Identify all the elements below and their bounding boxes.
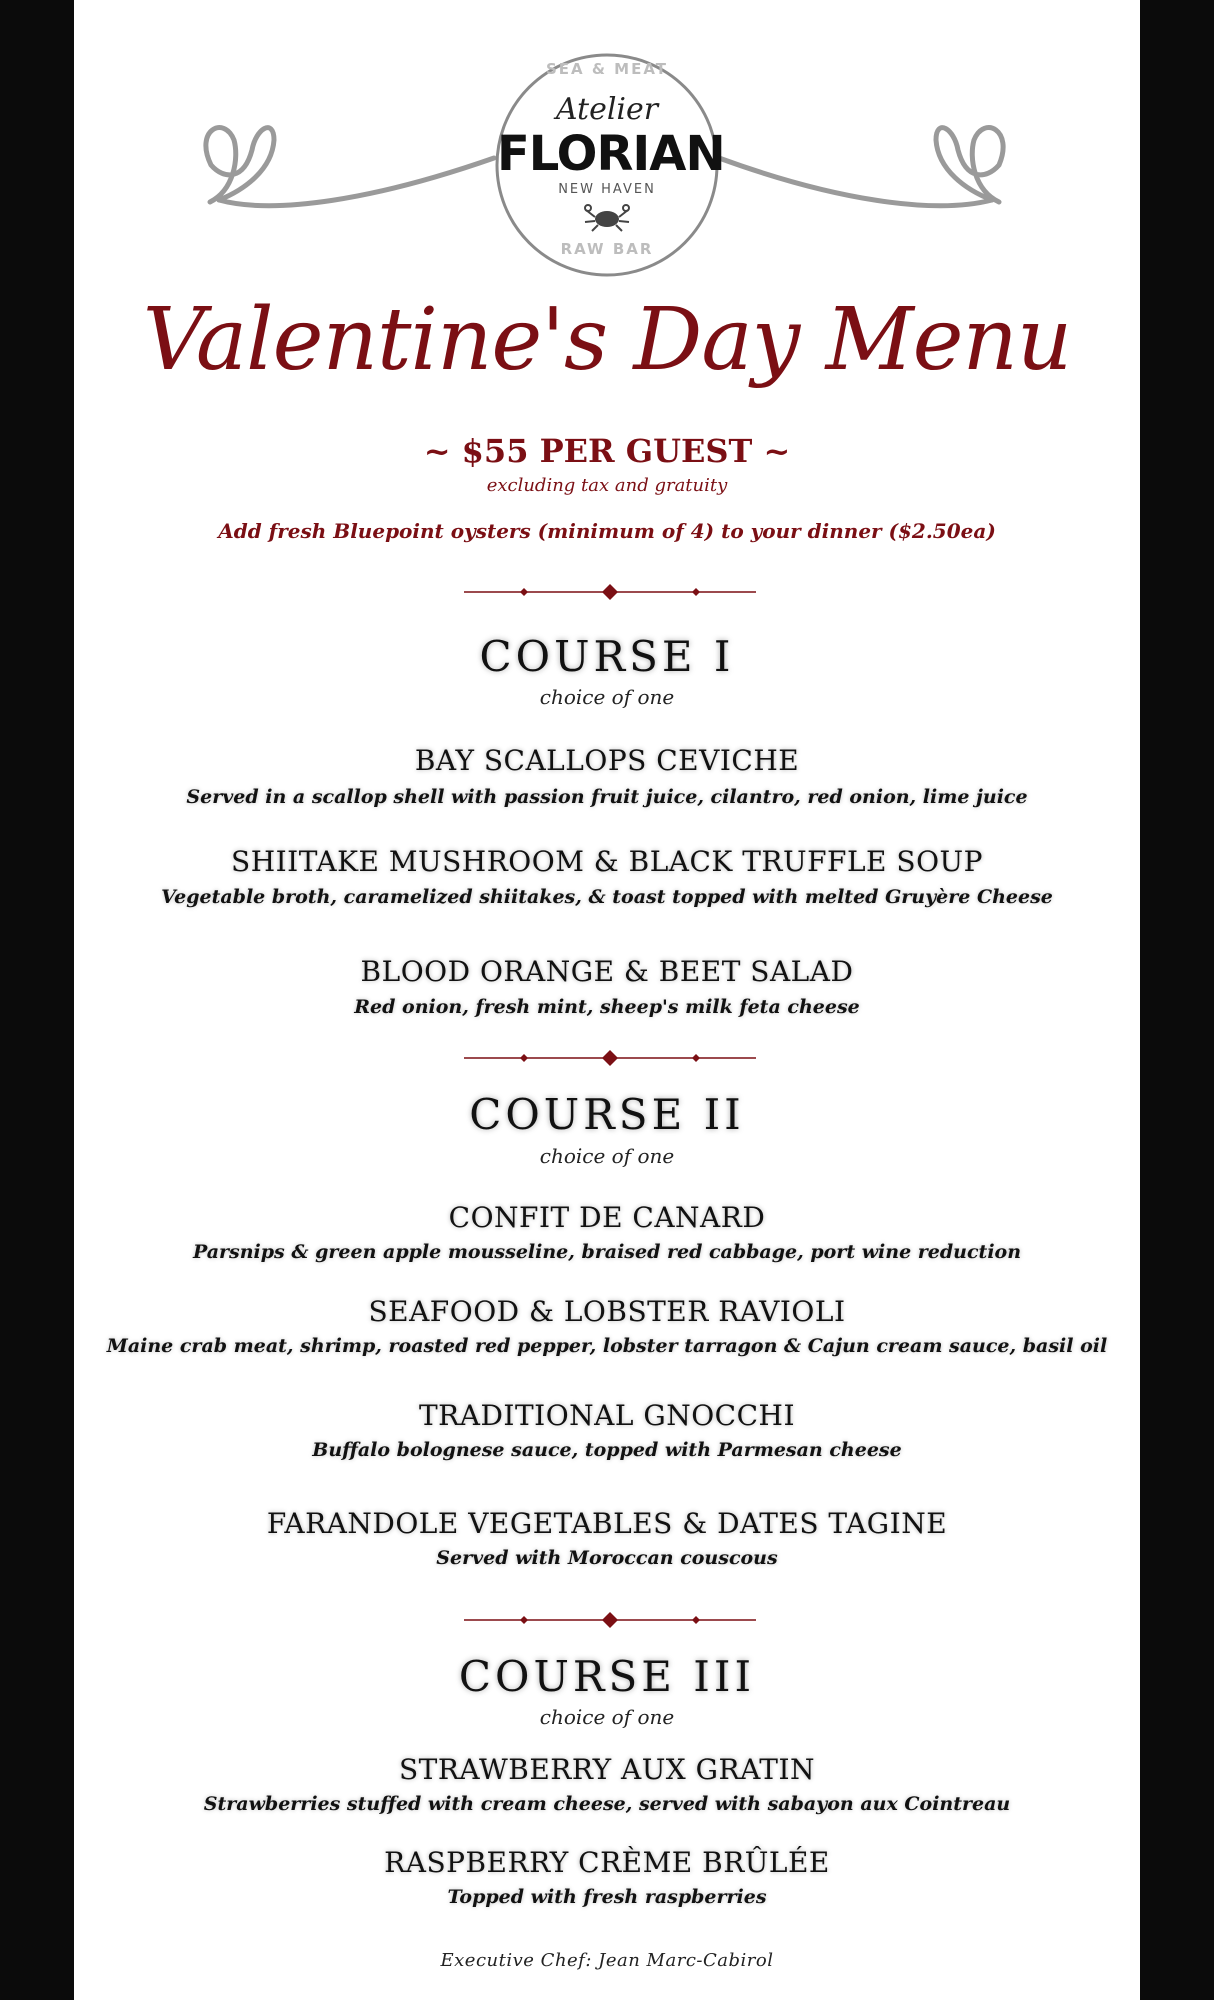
logo-script-text: Atelier [555, 92, 659, 127]
dish-description: Buffalo bolognese sauce, topped with Parmesan cheese [312, 1439, 902, 1461]
dish-name: FARANDOLE VEGETABLES & DATES TAGINE [266, 1507, 948, 1540]
dish-name: TRADITIONAL GNOCCHI [418, 1399, 796, 1432]
menu-page [74, 0, 1140, 2000]
dish-description: Strawberries stuffed with cream cheese, served with sabayon aux Cointreau [203, 1793, 1011, 1815]
logo-bottom-text: RAW BAR [560, 240, 654, 258]
ornament-divider [464, 582, 756, 602]
oyster-addon: Add fresh Bluepoint oysters (minimum of 4) to your dinner ($2.50ea) [218, 519, 996, 543]
logo-top-text: SEA & MEAT [545, 60, 669, 78]
course-title: COURSE III [458, 1652, 756, 1701]
logo-header [74, 40, 1140, 290]
dish-name: BLOOD ORANGE & BEET SALAD [360, 955, 854, 988]
ornament-divider [464, 1048, 756, 1068]
course-subtitle: choice of one [539, 685, 675, 709]
dish-name: STRAWBERRY AUX GRATIN [398, 1753, 816, 1786]
dish-description: Red onion, fresh mint, sheep's milk feta cheese [354, 996, 860, 1018]
price-note: excluding tax and gratuity [486, 475, 728, 496]
course-title: COURSE II [469, 1090, 745, 1139]
dish-name: BAY SCALLOPS CEVICHE [414, 744, 800, 777]
dish-name: SHIITAKE MUSHROOM & BLACK TRUFFLE SOUP [231, 845, 983, 878]
logo-name: FLORIAN [497, 126, 725, 182]
dish-name: SEAFOOD & LOBSTER RAVIOLI [368, 1295, 846, 1328]
dish-name: RASPBERRY CRÈME BRÛLÉE [384, 1846, 830, 1879]
course-title: COURSE I [479, 632, 735, 681]
dish-description: Maine crab meat, shrimp, roasted red pepper, lobster tarragon & Cajun cream sauce, basil oil [106, 1335, 1108, 1357]
chef-signature: Executive Chef: Jean Marc-Cabirol [440, 1950, 774, 1971]
dish-description: Served with Moroccan couscous [436, 1547, 778, 1569]
price-per-guest: ~ $55 PER GUEST ~ [423, 432, 791, 470]
dish-description: Served in a scallop shell with passion fruit juice, cilantro, red onion, lime juice [186, 786, 1028, 808]
crab-icon [582, 202, 632, 232]
course-subtitle: choice of one [539, 1144, 675, 1168]
dish-description: Vegetable broth, caramelized shiitakes, & toast topped with melted Gruyère Cheese [161, 886, 1053, 908]
course-subtitle: choice of one [539, 1705, 675, 1729]
dish-name: CONFIT DE CANARD [448, 1201, 766, 1234]
logo-location: NEW HAVEN [558, 182, 656, 197]
dish-description: Parsnips & green apple mousseline, braised red cabbage, port wine reduction [192, 1241, 1022, 1263]
menu-title: Valentine's Day Menu [142, 290, 1072, 390]
ornament-divider [464, 1610, 756, 1630]
dish-description: Topped with fresh raspberries [447, 1886, 767, 1908]
